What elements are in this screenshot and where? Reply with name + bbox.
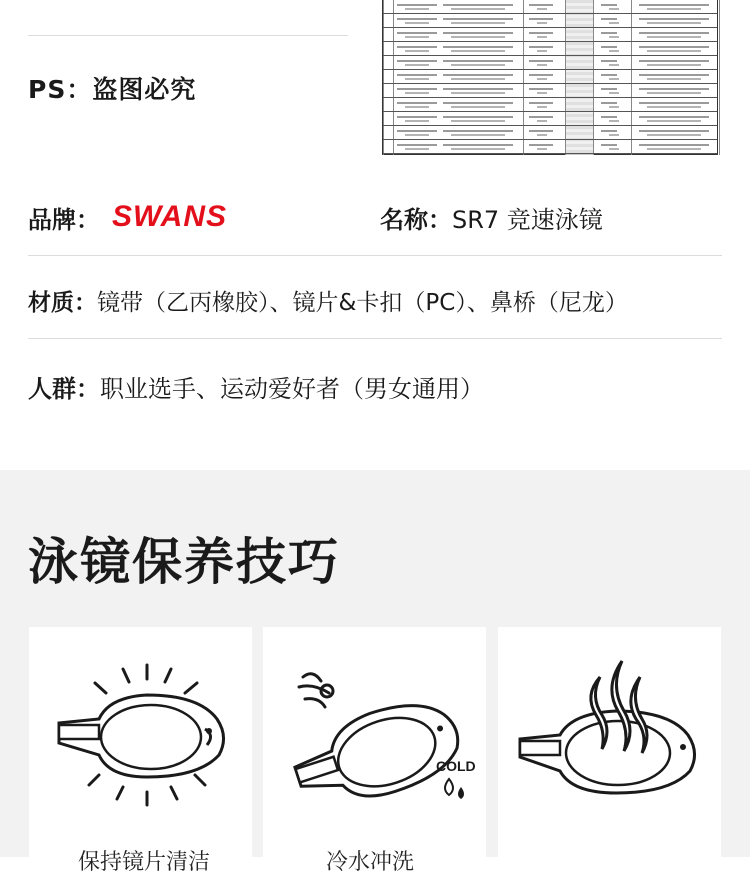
test-report-image [382, 0, 718, 155]
report-text [451, 8, 505, 10]
report-text [529, 74, 553, 76]
report-text [609, 92, 619, 94]
report-row [383, 98, 717, 112]
report-text [601, 88, 617, 90]
divider [28, 35, 348, 36]
report-text [647, 22, 701, 24]
ps-notice: PS：盗图必究 [28, 75, 197, 104]
report-text [443, 130, 513, 132]
report-text [639, 60, 709, 62]
report-text [537, 50, 547, 52]
report-text [537, 36, 547, 38]
report-text [609, 22, 619, 24]
name-row [380, 200, 603, 235]
swans-logo [110, 198, 270, 232]
report-text [537, 134, 547, 136]
report-text [529, 46, 553, 48]
report-text [647, 78, 701, 80]
report-text [397, 4, 437, 6]
report-text [405, 8, 429, 10]
report-text [397, 32, 437, 34]
report-text [601, 32, 617, 34]
report-text [609, 78, 619, 80]
report-text [529, 116, 553, 118]
report-text [537, 120, 547, 122]
report-text [647, 120, 701, 122]
report-text [405, 106, 429, 108]
report-text [601, 102, 617, 104]
report-text [405, 120, 429, 122]
report-row [383, 84, 717, 98]
report-text [647, 92, 701, 94]
report-text [639, 102, 709, 104]
name-key: 名称： [380, 206, 452, 234]
card-caption-cold-rinse: 冷水冲洗 [326, 850, 415, 875]
report-text [529, 32, 553, 34]
report-text [529, 4, 553, 6]
report-text [397, 88, 437, 90]
sunlight-icon [29, 627, 252, 857]
report-text [397, 116, 437, 118]
report-text [443, 18, 513, 20]
report-text [609, 50, 619, 52]
report-row [383, 28, 717, 42]
report-text [639, 46, 709, 48]
divider [28, 338, 722, 339]
report-text [609, 120, 619, 122]
report-row [383, 70, 717, 84]
care-card-clean [29, 627, 252, 867]
report-text [609, 8, 619, 10]
report-text [609, 64, 619, 66]
report-text [443, 116, 513, 118]
report-text [537, 106, 547, 108]
report-text [529, 88, 553, 90]
report-text [443, 88, 513, 90]
report-text [537, 148, 547, 150]
report-text [601, 46, 617, 48]
report-text [639, 74, 709, 76]
report-text [601, 60, 617, 62]
report-text [647, 8, 701, 10]
report-text [537, 64, 547, 66]
audience-value: 职业选手、运动爱好者（男女通用） [100, 375, 484, 403]
report-text [537, 78, 547, 80]
report-text [529, 102, 553, 104]
report-row [383, 56, 717, 70]
report-text [609, 36, 619, 38]
report-text [443, 144, 513, 146]
cold-water-icon [263, 627, 486, 857]
care-title: 泳镜保养技巧 [28, 533, 340, 591]
report-text [639, 18, 709, 20]
report-text [647, 148, 701, 150]
report-text [601, 18, 617, 20]
report-text [451, 148, 505, 150]
report-text [451, 36, 505, 38]
report-text [451, 106, 505, 108]
report-text [443, 32, 513, 34]
report-text [639, 88, 709, 90]
material-key: 材质： [28, 290, 97, 316]
report-text [405, 64, 429, 66]
report-text [405, 50, 429, 52]
report-text [639, 32, 709, 34]
report-text [529, 60, 553, 62]
report-text [405, 92, 429, 94]
report-text [609, 134, 619, 136]
report-text [601, 116, 617, 118]
report-text [397, 18, 437, 20]
report-text [451, 134, 505, 136]
report-text [647, 64, 701, 66]
report-text [451, 120, 505, 122]
report-text [529, 144, 553, 146]
swans-logo-text: SWANS [112, 200, 228, 233]
report-text [405, 36, 429, 38]
audience-row [28, 369, 484, 404]
care-card-heat [498, 627, 721, 867]
report-text [647, 50, 701, 52]
report-text [537, 92, 547, 94]
report-text [397, 144, 437, 146]
report-text [397, 46, 437, 48]
report-column-line [719, 0, 720, 155]
report-text [451, 22, 505, 24]
report-text [405, 22, 429, 24]
report-text [451, 78, 505, 80]
report-text [397, 74, 437, 76]
report-text [639, 116, 709, 118]
report-text [639, 144, 709, 146]
cold-label: COLD [436, 758, 476, 774]
report-text [601, 144, 617, 146]
heat-icon [498, 627, 721, 857]
report-row [383, 14, 717, 28]
card-caption-clean: 保持镜片清洁 [78, 850, 211, 875]
report-text [639, 130, 709, 132]
report-text [405, 78, 429, 80]
report-text [601, 130, 617, 132]
report-text [443, 60, 513, 62]
report-text [529, 130, 553, 132]
report-text [647, 134, 701, 136]
report-text [601, 74, 617, 76]
report-text [405, 134, 429, 136]
report-text [443, 102, 513, 104]
report-text [397, 102, 437, 104]
report-text [639, 4, 709, 6]
report-text [451, 64, 505, 66]
report-text [609, 106, 619, 108]
report-text [647, 106, 701, 108]
brand-row [28, 200, 100, 235]
report-text [443, 74, 513, 76]
report-text [397, 130, 437, 132]
report-text [537, 8, 547, 10]
report-text [397, 60, 437, 62]
report-text [601, 4, 617, 6]
report-text [451, 92, 505, 94]
brand-key: 品牌： [28, 206, 100, 234]
report-row [383, 126, 717, 140]
audience-key: 人群： [28, 375, 100, 403]
report-row [383, 140, 717, 154]
report-row [383, 42, 717, 56]
material-row [28, 284, 628, 317]
report-text [537, 22, 547, 24]
report-text [451, 50, 505, 52]
report-text [443, 4, 513, 6]
report-row [383, 112, 717, 126]
report-text [443, 46, 513, 48]
report-row [383, 0, 717, 14]
report-text [609, 148, 619, 150]
material-value: 镜带（乙丙橡胶）、镜片&卡扣（PC）、鼻桥（尼龙） [97, 290, 628, 316]
care-card-cold-rinse [263, 627, 486, 867]
name-value: SR7 竞速泳镜 [452, 206, 603, 234]
report-text [405, 148, 429, 150]
report-text [647, 36, 701, 38]
divider [28, 255, 722, 256]
report-text [529, 18, 553, 20]
